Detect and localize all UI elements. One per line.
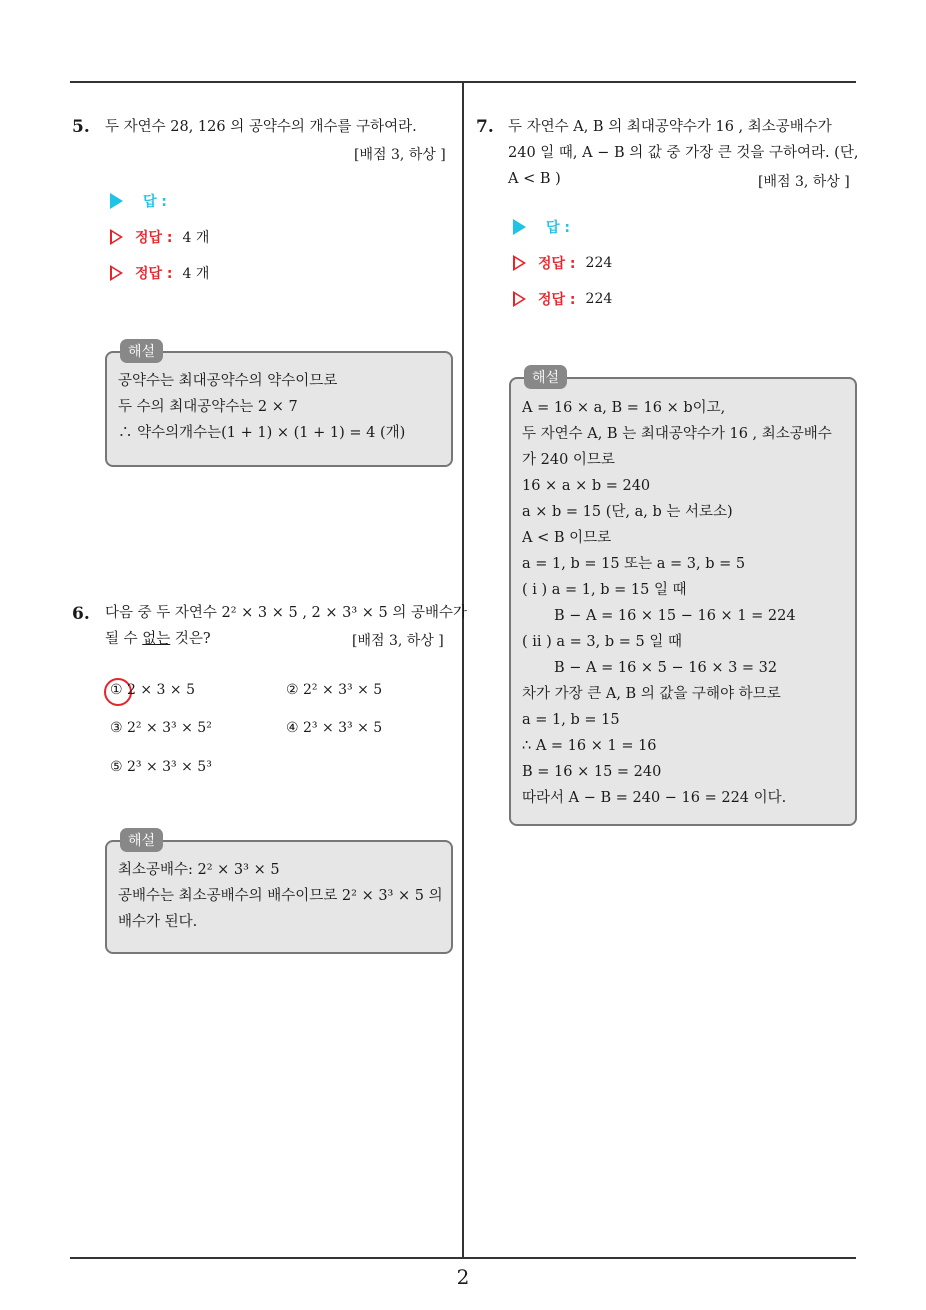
solution-line: 따라서 A − B = 240 − 16 = 224 이다. bbox=[522, 790, 787, 806]
solution-line: 두 자연수 A, B 는 최대공약수가 16 , 최소공배수 bbox=[522, 426, 832, 442]
q5-correct-row bbox=[110, 227, 209, 247]
q5-number: 5. bbox=[72, 117, 90, 137]
choice-3[interactable]: ③ 2² × 3³ × 5² bbox=[110, 720, 212, 736]
q7-correct-label-2: 정답 : bbox=[538, 292, 576, 308]
q5-text: 두 자연수 28, 126 의 공약수의 개수를 구하여라. bbox=[105, 119, 417, 135]
q7-correct-label: 정답 : bbox=[538, 256, 576, 272]
solution-line: A = 16 × a, B = 16 × b이고, bbox=[522, 400, 726, 416]
outline-arrow-icon bbox=[110, 229, 123, 245]
q7-text-line: 240 일 때, A − B 의 값 중 가장 큰 것을 구하여라. (단, bbox=[508, 145, 859, 161]
q6-number: 6. bbox=[72, 604, 90, 624]
q6-text-line1: 다음 중 두 자연수 2² × 3 × 5 , 2 × 3³ × 5 의 공배수가 bbox=[105, 605, 468, 621]
choice-2[interactable]: ② 2² × 3³ × 5 bbox=[286, 682, 383, 698]
q6-text-pre: 될 수 bbox=[105, 631, 143, 647]
outline-arrow-icon bbox=[513, 255, 526, 271]
q5-correct-value: 4 개 bbox=[182, 230, 210, 246]
q5-answer-label: 답 : bbox=[143, 194, 167, 210]
q7-answer-label: 답 : bbox=[546, 220, 570, 236]
outline-arrow-icon bbox=[110, 265, 123, 281]
column-divider bbox=[462, 82, 464, 1258]
solution-line: A < B 이므로 bbox=[522, 530, 612, 546]
solution-line: B − A = 16 × 5 − 16 × 3 = 32 bbox=[554, 660, 778, 676]
q7-score: [배점 3, 하상 ] bbox=[758, 174, 850, 190]
q7-correct-row-2 bbox=[513, 289, 612, 309]
q7-number: 7. bbox=[476, 117, 494, 137]
q7-solution-lines bbox=[522, 395, 832, 811]
choice-5[interactable]: ⑤ 2³ × 3³ × 5³ bbox=[110, 759, 212, 775]
q6-underlined-word: 없는 bbox=[142, 631, 171, 647]
solution-line: 두 수의 최대공약수는 2 × 7 bbox=[118, 399, 298, 415]
q7-answer-row bbox=[513, 217, 570, 237]
play-arrow-icon bbox=[513, 219, 526, 235]
q5-correct-label: 정답 : bbox=[135, 230, 173, 246]
solution-line: 최소공배수: 2² × 3³ × 5 bbox=[118, 862, 280, 878]
q7-text-line: 두 자연수 A, B 의 최대공약수가 16 , 최소공배수가 bbox=[508, 119, 832, 135]
q7-correct-value-2: 224 bbox=[585, 291, 613, 307]
solution-line: B = 16 × 15 = 240 bbox=[522, 764, 662, 780]
q5-correct-value-2: 4 개 bbox=[182, 266, 210, 282]
solution-line: B − A = 16 × 15 − 16 × 1 = 224 bbox=[554, 608, 796, 624]
solution-line: 가 240 이므로 bbox=[522, 452, 615, 468]
play-arrow-icon bbox=[110, 193, 123, 209]
solution-line: 16 × a × b = 240 bbox=[522, 478, 651, 494]
q5-answer-row bbox=[110, 191, 167, 211]
solution-line: 차가 가장 큰 A, B 의 값을 구해야 하므로 bbox=[522, 686, 781, 702]
choice-1[interactable]: ① 2 × 3 × 5 bbox=[110, 682, 195, 698]
solution-line: ∴ A = 16 × 1 = 16 bbox=[522, 738, 657, 754]
solution-line: ∴ 약수의개수는(1 + 1) × (1 + 1) = 4 (개) bbox=[118, 425, 406, 441]
q5-solution-lines bbox=[118, 368, 405, 446]
q7-correct-row bbox=[513, 253, 612, 273]
solution-line: a × b = 15 (단, a, b 는 서로소) bbox=[522, 504, 733, 520]
solution-line: a = 1, b = 15 bbox=[522, 712, 620, 728]
outline-arrow-icon bbox=[513, 291, 526, 307]
q6-solution-tab: 해설 bbox=[120, 828, 163, 852]
q5-correct-label-2: 정답 : bbox=[135, 266, 173, 282]
q6-text-post: 것은? bbox=[170, 631, 211, 647]
q5-correct-row-2 bbox=[110, 263, 209, 283]
q7-correct-value: 224 bbox=[585, 255, 613, 271]
solution-line: 공배수는 최소공배수의 배수이므로 2² × 3³ × 5 의 bbox=[118, 888, 443, 904]
solution-line: ( i ) a = 1, b = 15 일 때 bbox=[522, 582, 687, 598]
solution-line: 배수가 된다. bbox=[118, 914, 198, 930]
q5-score: [배점 3, 하상 ] bbox=[354, 147, 446, 163]
q6-solution-lines bbox=[118, 857, 443, 935]
q7-solution-tab: 해설 bbox=[524, 365, 567, 389]
choice-4[interactable]: ④ 2³ × 3³ × 5 bbox=[286, 720, 383, 736]
bottom-rule bbox=[70, 1257, 856, 1259]
q6-score: [배점 3, 하상 ] bbox=[352, 633, 444, 649]
solution-line: a = 1, b = 15 또는 a = 3, b = 5 bbox=[522, 556, 746, 572]
solution-line: 공약수는 최대공약수의 약수이므로 bbox=[118, 373, 338, 389]
solution-line: ( ii ) a = 3, b = 5 일 때 bbox=[522, 634, 682, 650]
page-number: 2 bbox=[456, 1265, 470, 1289]
q7-text-line: A < B ) bbox=[508, 171, 561, 187]
q5-solution-tab: 해설 bbox=[120, 339, 163, 363]
